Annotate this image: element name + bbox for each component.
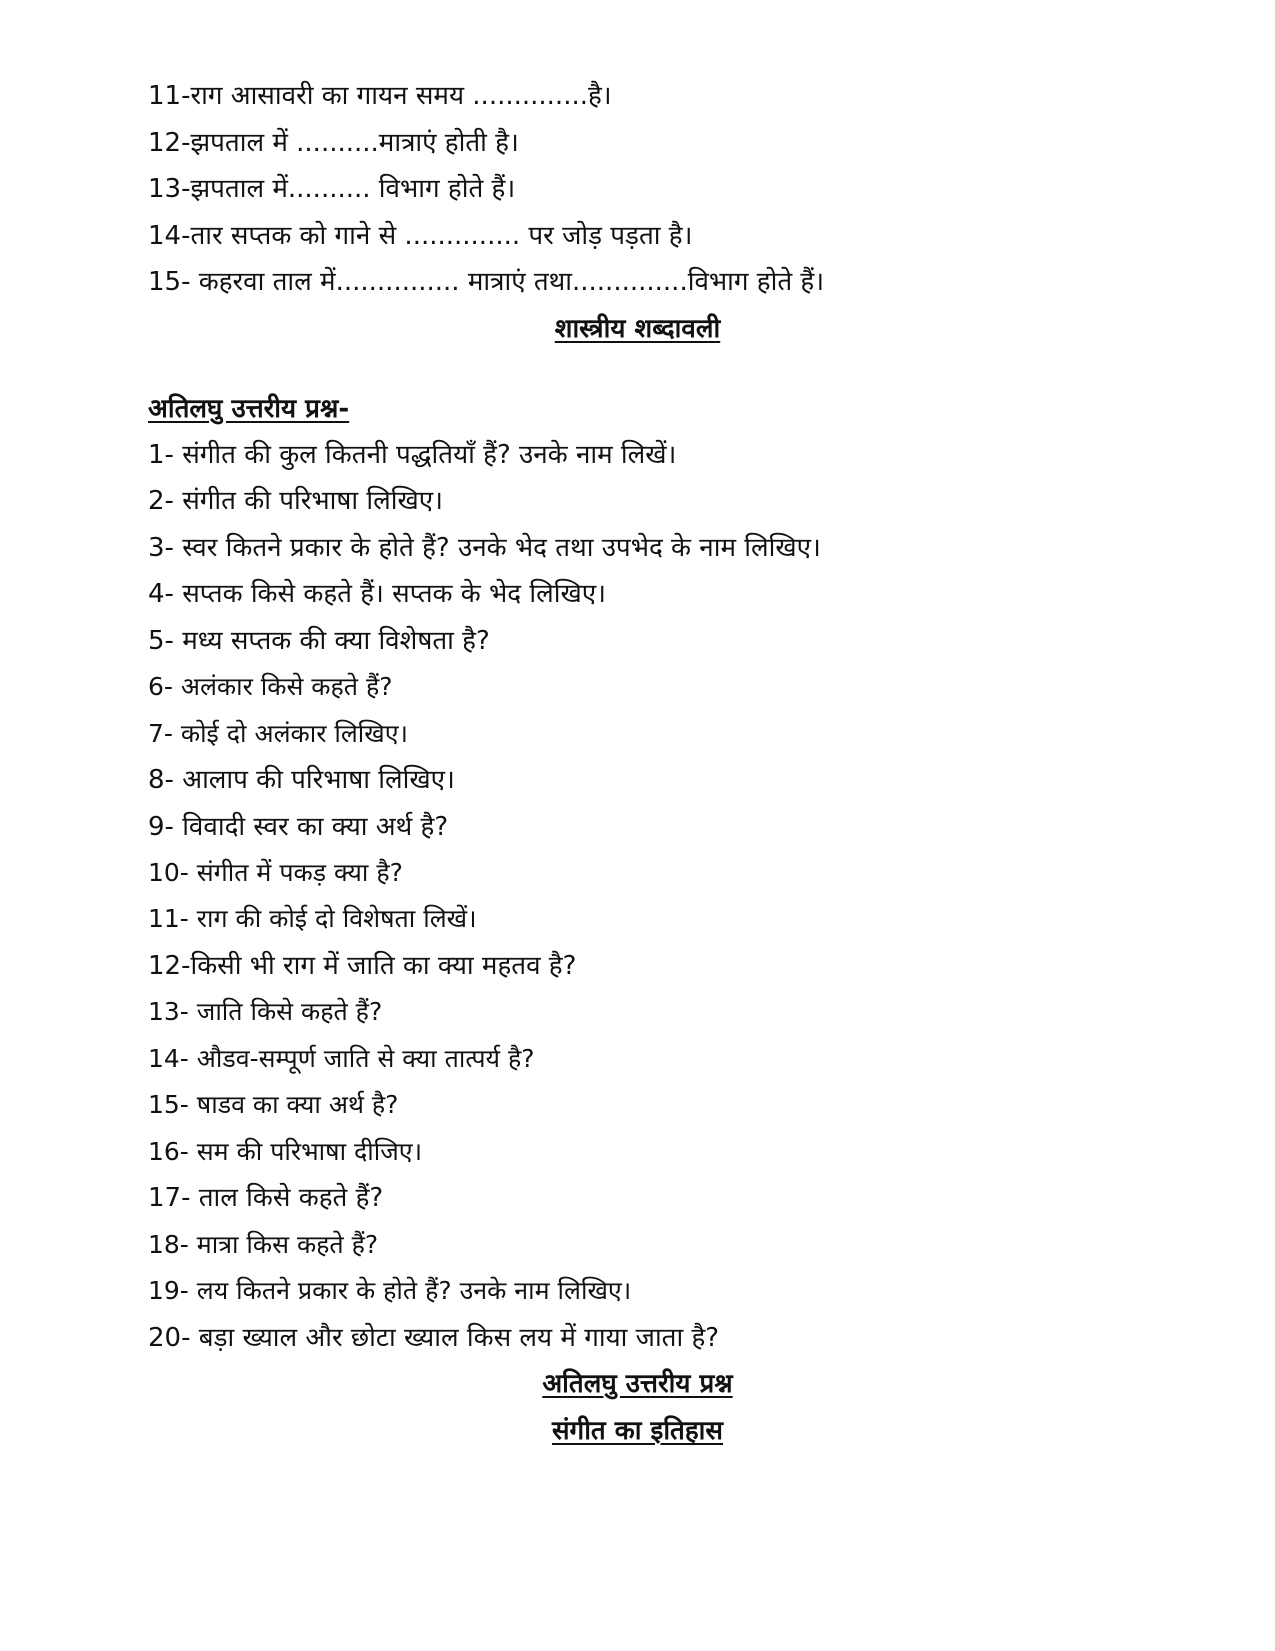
question-20: 20- बड़ा ख्याल और छोटा ख्याल किस लय में गाया जाता है? bbox=[148, 1323, 720, 1353]
question-15: 15- षाडव का क्या अर्थ है? bbox=[148, 1090, 399, 1119]
fill-blank-13: 13-झपताल में.......... विभाग होते हैं। bbox=[148, 174, 516, 204]
question-8: 8- आलाप की परिभाषा लिखिए। bbox=[148, 765, 455, 795]
fill-blank-12: 12-झपताल में ..........मात्राएं होती है। bbox=[148, 128, 519, 158]
question-12: 12-किसी भी राग में जाति का क्या महतव है? bbox=[148, 951, 577, 981]
question-17: 17- ताल किसे कहते हैं? bbox=[148, 1183, 384, 1213]
fill-blank-15: 15- कहरवा ताल में............... मात्राएं तथा..............विभाग होते हैं। bbox=[148, 267, 825, 297]
question-3: 3- स्वर कितने प्रकार के होते हैं? उनके भेद तथा उपभेद के नाम लिखिए। bbox=[148, 533, 821, 563]
question-18: 18- मात्रा किस कहते हैं? bbox=[148, 1230, 379, 1259]
question-13: 13- जाति किसे कहते हैं? bbox=[148, 997, 383, 1026]
question-19: 19- लय कितने प्रकार के होते हैं? उनके नाम लिखिए। bbox=[148, 1276, 632, 1305]
question-16: 16- सम की परिभाषा दीजिए। bbox=[148, 1137, 423, 1166]
heading-sangeet-ka-itihas: संगीत का इतिहास bbox=[551, 1416, 723, 1446]
question-6: 6- अलंकार किसे कहते हैं? bbox=[148, 672, 393, 701]
heading-shastriya-shabdavali: शास्त्रीय शब्दावली bbox=[554, 314, 721, 344]
question-2: 2- संगीत की परिभाषा लिखिए। bbox=[148, 486, 443, 516]
heading-atilaghu-prashn: अतिलघु उत्तरीय प्रश्न- bbox=[148, 394, 350, 424]
question-11: 11- राग की कोई दो विशेषता लिखें। bbox=[148, 904, 477, 933]
question-14: 14- औडव-सम्पूर्ण जाति से क्या तात्पर्य है? bbox=[148, 1044, 535, 1073]
question-9: 9- विवादी स्वर का क्या अर्थ है? bbox=[148, 812, 449, 842]
question-7: 7- कोई दो अलंकार लिखिए। bbox=[148, 719, 409, 748]
question-4: 4- सप्तक किसे कहते हैं। सप्तक के भेद लिखिए। bbox=[148, 579, 606, 609]
question-5: 5- मध्य सप्तक की क्या विशेषता है? bbox=[148, 626, 490, 656]
heading-atilaghu-prashn-2: अतिलघु उत्तरीय प्रश्न bbox=[542, 1369, 733, 1399]
question-10: 10- संगीत में पकड़ क्या है? bbox=[148, 858, 403, 887]
fill-blank-11: 11-राग आसावरी का गायन समय ..............है। bbox=[148, 81, 612, 111]
fill-blank-14: 14-तार सप्तक को गाने से .............. पर जोड़ पड़ता है। bbox=[148, 221, 693, 251]
question-1: 1- संगीत की कुल कितनी पद्धतियाँ हैं? उनके नाम लिखें। bbox=[148, 440, 677, 470]
